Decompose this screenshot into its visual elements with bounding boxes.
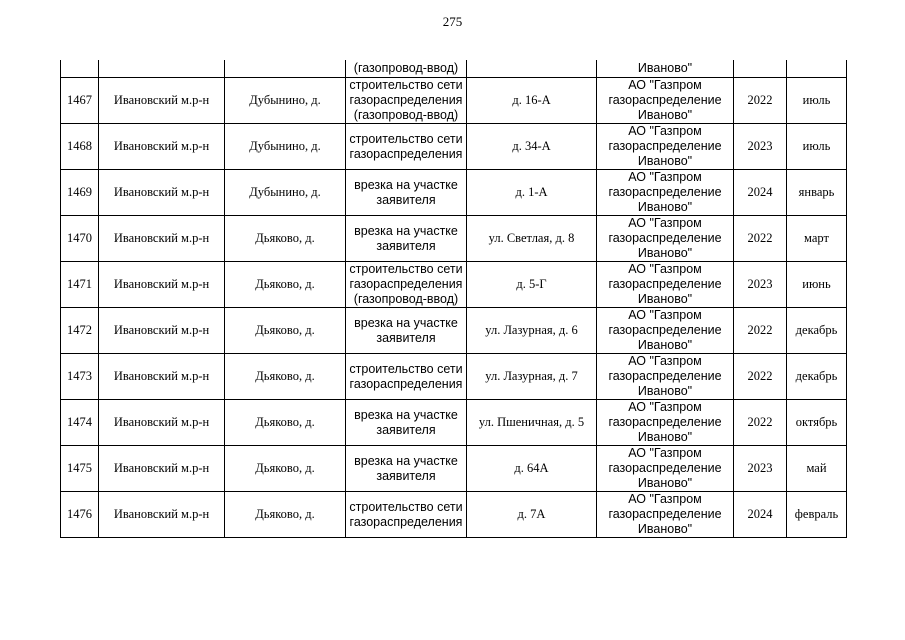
cell-year: 2022: [734, 308, 787, 354]
table-row: [61, 124, 847, 170]
cell-month: июль: [787, 124, 847, 170]
cell-settlement: Дьяково, д.: [225, 492, 346, 538]
cell-year: 2024: [734, 492, 787, 538]
cell-org: АО "Газпром газораспределение Иваново": [597, 354, 734, 400]
cell-settlement: Дьяково, д.: [225, 354, 346, 400]
cell-org: АО "Газпром газораспределение Иваново": [597, 170, 734, 216]
cell-num: 1476: [61, 492, 99, 538]
cell-settlement: Дубынино, д.: [225, 170, 346, 216]
cell-month: июнь: [787, 262, 847, 308]
cell-num: 1472: [61, 308, 99, 354]
cell-org: АО "Газпром газораспределение Иваново": [597, 124, 734, 170]
cell-work: строительство сети газораспределения (газопровод-ввод): [346, 78, 467, 124]
cell-work: врезка на участке заявителя: [346, 400, 467, 446]
cell-settlement: Дубынино, д.: [225, 78, 346, 124]
cell-address: д. 64А: [467, 446, 597, 492]
cell-address: д. 16-А: [467, 78, 597, 124]
cell-org: АО "Газпром газораспределение Иваново": [597, 446, 734, 492]
table-row: [61, 492, 847, 538]
cell-month: декабрь: [787, 354, 847, 400]
cell-district: Ивановский м.р-н: [99, 78, 225, 124]
cell-settlement: Дубынино, д.: [225, 124, 346, 170]
cell-district: Ивановский м.р-н: [99, 124, 225, 170]
cell-num: 1469: [61, 170, 99, 216]
cell-month: май: [787, 446, 847, 492]
cell-year: 2022: [734, 216, 787, 262]
cell-district: Ивановский м.р-н: [99, 308, 225, 354]
cell-num: 1467: [61, 78, 99, 124]
table-row: [61, 308, 847, 354]
cell-num: [61, 60, 99, 78]
cell-work: врезка на участке заявителя: [346, 216, 467, 262]
cell-month: декабрь: [787, 308, 847, 354]
cell-settlement: Дьяково, д.: [225, 216, 346, 262]
table-row-continued: [61, 60, 847, 78]
cell-year: [734, 60, 787, 78]
cell-district: [99, 60, 225, 78]
cell-address: д. 5-Г: [467, 262, 597, 308]
gasification-table: [60, 60, 847, 538]
cell-num: 1470: [61, 216, 99, 262]
cell-org: АО "Газпром газораспределение Иваново": [597, 308, 734, 354]
cell-month: март: [787, 216, 847, 262]
cell-month: октябрь: [787, 400, 847, 446]
cell-year: 2022: [734, 400, 787, 446]
cell-settlement: Дьяково, д.: [225, 308, 346, 354]
cell-year: 2022: [734, 78, 787, 124]
table-row: [61, 262, 847, 308]
cell-org: АО "Газпром газораспределение Иваново": [597, 400, 734, 446]
cell-district: Ивановский м.р-н: [99, 400, 225, 446]
cell-work: врезка на участке заявителя: [346, 446, 467, 492]
cell-month: [787, 60, 847, 78]
cell-settlement: Дьяково, д.: [225, 446, 346, 492]
cell-address: [467, 60, 597, 78]
cell-work: строительство сети газораспределения: [346, 354, 467, 400]
cell-year: 2023: [734, 262, 787, 308]
table-row: [61, 446, 847, 492]
cell-org: АО "Газпром газораспределение Иваново": [597, 216, 734, 262]
cell-district: Ивановский м.р-н: [99, 492, 225, 538]
cell-settlement: Дьяково, д.: [225, 400, 346, 446]
table-row: [61, 354, 847, 400]
cell-district: Ивановский м.р-н: [99, 262, 225, 308]
cell-org: АО "Газпром газораспределение Иваново": [597, 78, 734, 124]
cell-num: 1474: [61, 400, 99, 446]
cell-num: 1473: [61, 354, 99, 400]
cell-month: июль: [787, 78, 847, 124]
cell-address: д. 1-А: [467, 170, 597, 216]
cell-org: АО "Газпром газораспределение Иваново": [597, 262, 734, 308]
cell-settlement: [225, 60, 346, 78]
cell-settlement: Дьяково, д.: [225, 262, 346, 308]
cell-num: 1475: [61, 446, 99, 492]
cell-work: строительство сети газораспределения: [346, 492, 467, 538]
table-row: [61, 78, 847, 124]
cell-work: врезка на участке заявителя: [346, 170, 467, 216]
cell-org: АО "Газпром газораспределение Иваново": [597, 492, 734, 538]
cell-address: ул. Светлая, д. 8: [467, 216, 597, 262]
cell-year: 2023: [734, 446, 787, 492]
table-row: [61, 400, 847, 446]
cell-address: д. 7А: [467, 492, 597, 538]
cell-district: Ивановский м.р-н: [99, 446, 225, 492]
cell-work: строительство сети газораспределения: [346, 124, 467, 170]
cell-month: февраль: [787, 492, 847, 538]
cell-num: 1468: [61, 124, 99, 170]
cell-address: ул. Лазурная, д. 6: [467, 308, 597, 354]
cell-district: Ивановский м.р-н: [99, 170, 225, 216]
cell-work: врезка на участке заявителя: [346, 308, 467, 354]
cell-org: Иваново": [597, 60, 734, 78]
table-row: [61, 216, 847, 262]
table-row: [61, 170, 847, 216]
cell-address: ул. Пшеничная, д. 5: [467, 400, 597, 446]
cell-address: д. 34-А: [467, 124, 597, 170]
cell-district: Ивановский м.р-н: [99, 216, 225, 262]
cell-year: 2022: [734, 354, 787, 400]
cell-num: 1471: [61, 262, 99, 308]
cell-work: (газопровод-ввод): [346, 60, 467, 78]
cell-address: ул. Лазурная, д. 7: [467, 354, 597, 400]
cell-district: Ивановский м.р-н: [99, 354, 225, 400]
cell-year: 2024: [734, 170, 787, 216]
cell-work: строительство сети газораспределения (газопровод-ввод): [346, 262, 467, 308]
cell-year: 2023: [734, 124, 787, 170]
page-number: 275: [442, 14, 463, 29]
cell-month: январь: [787, 170, 847, 216]
